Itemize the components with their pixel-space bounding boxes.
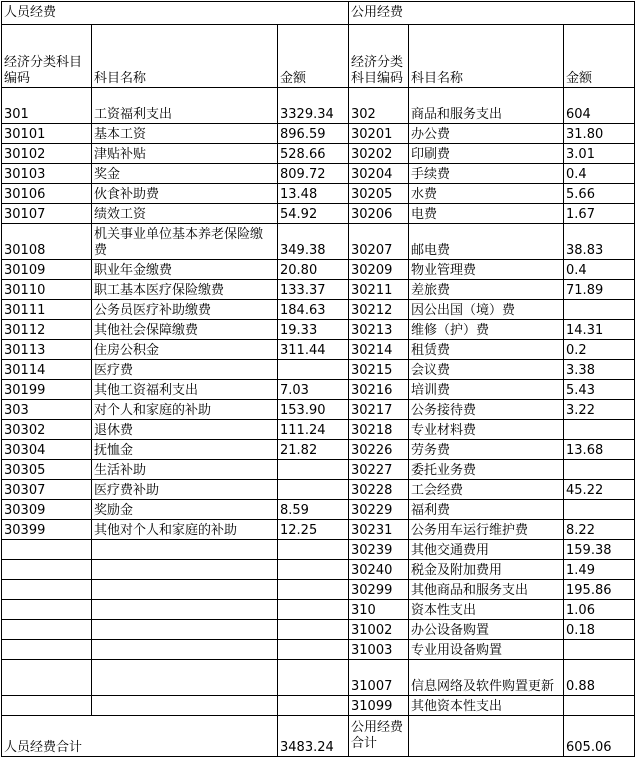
left-name-cell: 绩效工资 [92, 204, 278, 224]
table-row [2, 320, 635, 340]
right-name-cell: 公务用车运行维护费 [409, 520, 564, 540]
right-name-cell: 福利费 [409, 500, 564, 520]
left-name-cell: 机关事业单位基本养老保险缴费 [92, 224, 278, 260]
table-row [2, 500, 635, 520]
right-code-cell: 30218 [349, 420, 409, 440]
section-personnel: 人员经费 [2, 2, 349, 25]
right-code-cell: 30202 [349, 144, 409, 164]
right-amount-cell: 0.4 [564, 260, 635, 280]
table-row [2, 560, 635, 580]
left-code-cell: 30107 [2, 204, 92, 224]
table-row [2, 480, 635, 500]
right-code-cell: 30204 [349, 164, 409, 184]
left-code-cell [2, 660, 92, 696]
left-name-cell: 其他社会保障缴费 [92, 320, 278, 340]
left-amount-cell: 184.63 [278, 300, 349, 320]
table-row [2, 144, 635, 164]
right-amount-cell: 1.67 [564, 204, 635, 224]
section-header-row [2, 2, 635, 25]
right-code-cell: 30226 [349, 440, 409, 460]
right-amount-cell: 8.22 [564, 520, 635, 540]
left-code-cell: 30399 [2, 520, 92, 540]
left-code-cell [2, 600, 92, 620]
left-amount-cell [278, 560, 349, 580]
right-name-cell: 办公费 [409, 124, 564, 144]
right-amount-cell: 0.88 [564, 660, 635, 696]
table-row [2, 580, 635, 600]
left-name-cell [92, 540, 278, 560]
left-amount-cell: 153.90 [278, 400, 349, 420]
right-code-cell: 30206 [349, 204, 409, 224]
left-amount-cell: 21.82 [278, 440, 349, 460]
right-amount-cell: 159.38 [564, 540, 635, 560]
right-amount-cell: 14.31 [564, 320, 635, 340]
right-name-cell: 因公出国（境）费 [409, 300, 564, 320]
right-name-cell: 信息网络及软件购置更新 [409, 660, 564, 696]
left-code-cell [2, 560, 92, 580]
table-row [2, 420, 635, 440]
right-name-cell: 水费 [409, 184, 564, 204]
right-name-cell: 办公设备购置 [409, 620, 564, 640]
left-code-cell: 30102 [2, 144, 92, 164]
left-amount-cell: 8.59 [278, 500, 349, 520]
left-name-cell: 职工基本医疗保险缴费 [92, 280, 278, 300]
right-name-cell: 物业管理费 [409, 260, 564, 280]
right-name-cell: 邮电费 [409, 224, 564, 260]
left-name-cell: 医疗费补助 [92, 480, 278, 500]
left-amount-cell: 311.44 [278, 340, 349, 360]
right-amount-cell: 604 [564, 88, 635, 124]
table-row [2, 88, 635, 124]
table-row [2, 300, 635, 320]
right-name-cell: 其他交通费用 [409, 540, 564, 560]
left-name-cell: 其他工资福利支出 [92, 380, 278, 400]
left-amount-cell: 111.24 [278, 420, 349, 440]
left-code-cell [2, 640, 92, 660]
left-name-cell: 工资福利支出 [92, 88, 278, 124]
right-name-cell: 手续费 [409, 164, 564, 184]
totals-row [2, 716, 635, 757]
left-code-cell: 30113 [2, 340, 92, 360]
public-total-spacer [409, 716, 564, 757]
table-row [2, 540, 635, 560]
left-name-cell [92, 600, 278, 620]
right-code-cell: 30227 [349, 460, 409, 480]
left-amount-cell [278, 620, 349, 640]
right-amount-cell [564, 460, 635, 480]
left-code-cell: 30111 [2, 300, 92, 320]
right-name-cell: 印刷费 [409, 144, 564, 164]
table-row [2, 640, 635, 660]
right-amount-cell [564, 500, 635, 520]
right-amount-cell: 1.06 [564, 600, 635, 620]
left-amount-cell: 528.66 [278, 144, 349, 164]
right-code-cell: 31002 [349, 620, 409, 640]
right-name-cell: 劳务费 [409, 440, 564, 460]
left-amount-cell [278, 600, 349, 620]
right-amount-cell: 45.22 [564, 480, 635, 500]
table-row [2, 280, 635, 300]
right-name-cell: 租赁费 [409, 340, 564, 360]
personnel-total-amount: 3483.24 [278, 716, 349, 757]
table-row [2, 620, 635, 640]
header-name-right: 科目名称 [409, 25, 564, 88]
left-amount-cell: 12.25 [278, 520, 349, 540]
left-name-cell: 对个人和家庭的补助 [92, 400, 278, 420]
left-name-cell [92, 640, 278, 660]
left-amount-cell [278, 696, 349, 716]
right-code-cell: 30239 [349, 540, 409, 560]
right-amount-cell: 195.86 [564, 580, 635, 600]
table-row [2, 660, 635, 696]
right-name-cell: 税金及附加费用 [409, 560, 564, 580]
left-code-cell: 30109 [2, 260, 92, 280]
public-total-amount: 605.06 [564, 716, 635, 757]
right-name-cell: 资本性支出 [409, 600, 564, 620]
right-amount-cell: 0.4 [564, 164, 635, 184]
right-amount-cell: 3.01 [564, 144, 635, 164]
right-code-cell: 30214 [349, 340, 409, 360]
right-name-cell: 其他商品和服务支出 [409, 580, 564, 600]
left-name-cell: 生活补助 [92, 460, 278, 480]
right-code-cell: 310 [349, 600, 409, 620]
left-name-cell [92, 560, 278, 580]
right-code-cell: 31003 [349, 640, 409, 660]
left-code-cell [2, 696, 92, 716]
right-name-cell: 差旅费 [409, 280, 564, 300]
right-code-cell: 30217 [349, 400, 409, 420]
right-amount-cell [564, 696, 635, 716]
right-name-cell: 其他资本性支出 [409, 696, 564, 716]
right-code-cell: 30228 [349, 480, 409, 500]
table-row [2, 224, 635, 260]
table-row [2, 440, 635, 460]
right-name-cell: 公务接待费 [409, 400, 564, 420]
left-code-cell: 30307 [2, 480, 92, 500]
right-code-cell: 30211 [349, 280, 409, 300]
right-code-cell: 30299 [349, 580, 409, 600]
table-row [2, 260, 635, 280]
expense-table [1, 1, 635, 757]
right-code-cell: 30207 [349, 224, 409, 260]
right-code-cell: 30215 [349, 360, 409, 380]
left-code-cell: 30304 [2, 440, 92, 460]
right-code-cell: 30240 [349, 560, 409, 580]
left-name-cell: 公务员医疗补助缴费 [92, 300, 278, 320]
right-name-cell: 专业材料费 [409, 420, 564, 440]
right-code-cell: 31099 [349, 696, 409, 716]
table-row [2, 380, 635, 400]
right-amount-cell: 0.18 [564, 620, 635, 640]
left-code-cell [2, 580, 92, 600]
table-row [2, 164, 635, 184]
left-amount-cell: 133.37 [278, 280, 349, 300]
right-name-cell: 专业用设备购置 [409, 640, 564, 660]
right-name-cell: 培训费 [409, 380, 564, 400]
left-amount-cell [278, 540, 349, 560]
left-amount-cell [278, 460, 349, 480]
header-amount-left: 金额 [278, 25, 349, 88]
header-name-left: 科目名称 [92, 25, 278, 88]
left-name-cell: 伙食补助费 [92, 184, 278, 204]
right-name-cell: 电费 [409, 204, 564, 224]
header-code-left: 经济分类科目编码 [2, 25, 92, 88]
left-name-cell: 基本工资 [92, 124, 278, 144]
left-code-cell: 30114 [2, 360, 92, 380]
header-amount-right: 金额 [564, 25, 635, 88]
personnel-total-label: 人员经费合计 [2, 716, 278, 757]
right-code-cell: 30212 [349, 300, 409, 320]
left-code-cell [2, 540, 92, 560]
left-name-cell [92, 580, 278, 600]
left-name-cell: 医疗费 [92, 360, 278, 380]
left-amount-cell: 7.03 [278, 380, 349, 400]
left-name-cell [92, 660, 278, 696]
table-row [2, 600, 635, 620]
left-amount-cell: 54.92 [278, 204, 349, 224]
left-amount-cell: 349.38 [278, 224, 349, 260]
table-row [2, 520, 635, 540]
left-amount-cell: 896.59 [278, 124, 349, 144]
left-code-cell: 30112 [2, 320, 92, 340]
right-amount-cell: 31.80 [564, 124, 635, 144]
left-code-cell: 30305 [2, 460, 92, 480]
left-name-cell: 奖金 [92, 164, 278, 184]
left-code-cell [2, 620, 92, 640]
right-amount-cell: 5.66 [564, 184, 635, 204]
left-amount-cell [278, 640, 349, 660]
section-public: 公用经费 [349, 2, 635, 25]
left-code-cell: 30302 [2, 420, 92, 440]
column-header-row [2, 25, 635, 88]
right-amount-cell: 71.89 [564, 280, 635, 300]
table-row [2, 204, 635, 224]
left-amount-cell [278, 360, 349, 380]
right-code-cell: 30213 [349, 320, 409, 340]
right-code-cell: 31007 [349, 660, 409, 696]
table-row [2, 460, 635, 480]
left-code-cell: 30309 [2, 500, 92, 520]
left-code-cell: 30108 [2, 224, 92, 260]
left-name-cell: 其他对个人和家庭的补助 [92, 520, 278, 540]
left-name-cell [92, 620, 278, 640]
right-code-cell: 30231 [349, 520, 409, 540]
left-amount-cell: 20.80 [278, 260, 349, 280]
table-row [2, 184, 635, 204]
right-amount-cell [564, 300, 635, 320]
header-code-right: 经济分类科目编码 [349, 25, 409, 88]
right-amount-cell: 3.22 [564, 400, 635, 420]
left-amount-cell [278, 480, 349, 500]
right-amount-cell: 13.68 [564, 440, 635, 460]
table-row [2, 124, 635, 144]
left-name-cell: 住房公积金 [92, 340, 278, 360]
left-code-cell: 30101 [2, 124, 92, 144]
left-amount-cell: 19.33 [278, 320, 349, 340]
right-name-cell: 会议费 [409, 360, 564, 380]
public-total-label: 公用经费合计 [349, 716, 409, 757]
left-code-cell: 30106 [2, 184, 92, 204]
right-code-cell: 30205 [349, 184, 409, 204]
table-row [2, 340, 635, 360]
left-name-cell: 抚恤金 [92, 440, 278, 460]
left-code-cell: 303 [2, 400, 92, 420]
right-name-cell: 工会经费 [409, 480, 564, 500]
left-amount-cell [278, 580, 349, 600]
left-amount-cell: 809.72 [278, 164, 349, 184]
right-amount-cell: 0.2 [564, 340, 635, 360]
left-code-cell: 30110 [2, 280, 92, 300]
right-amount-cell [564, 640, 635, 660]
left-name-cell: 职业年金缴费 [92, 260, 278, 280]
left-amount-cell [278, 660, 349, 696]
right-code-cell: 30229 [349, 500, 409, 520]
right-code-cell: 30209 [349, 260, 409, 280]
table-row [2, 696, 635, 716]
right-code-cell: 302 [349, 88, 409, 124]
right-amount-cell: 5.43 [564, 380, 635, 400]
left-name-cell [92, 696, 278, 716]
right-amount-cell [564, 420, 635, 440]
left-name-cell: 奖励金 [92, 500, 278, 520]
right-name-cell: 委托业务费 [409, 460, 564, 480]
left-code-cell: 301 [2, 88, 92, 124]
right-amount-cell: 1.49 [564, 560, 635, 580]
left-name-cell: 津贴补贴 [92, 144, 278, 164]
left-code-cell: 30103 [2, 164, 92, 184]
right-code-cell: 30201 [349, 124, 409, 144]
table-row [2, 400, 635, 420]
right-amount-cell: 3.38 [564, 360, 635, 380]
left-code-cell: 30199 [2, 380, 92, 400]
left-amount-cell: 13.48 [278, 184, 349, 204]
right-amount-cell: 38.83 [564, 224, 635, 260]
right-name-cell: 维修（护）费 [409, 320, 564, 340]
right-name-cell: 商品和服务支出 [409, 88, 564, 124]
table-row [2, 360, 635, 380]
left-amount-cell: 3329.34 [278, 88, 349, 124]
left-name-cell: 退休费 [92, 420, 278, 440]
right-code-cell: 30216 [349, 380, 409, 400]
